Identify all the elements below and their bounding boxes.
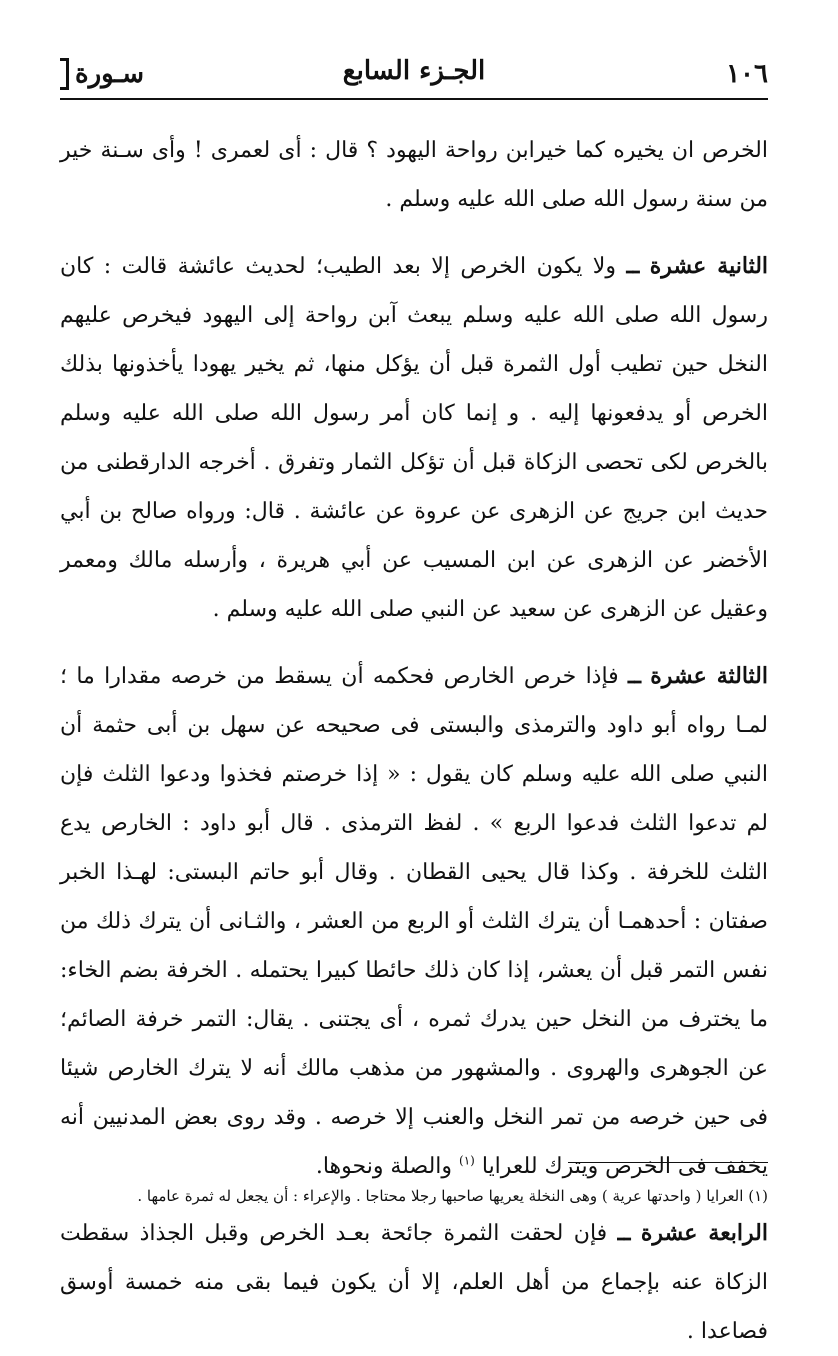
paragraph-3-text-after: والصلة ونحوها.	[315, 1154, 453, 1179]
section-heading-14: الرابعة عشرة	[640, 1220, 768, 1246]
paragraph-3	[60, 652, 768, 1191]
paragraph-3-text: فإذا خرص الخارص فحكمه أن يسقط من خرصه مقدارا ما ؛ لمـا رواه أبو داود والترمذى والبستى فى صحيحه عن سهل بن أبى حثمة أن النبي صلى الله عليه وسلم كان يقول : « إذا خرصتم فخذوا ودعوا الثلث فإن لم تدعوا الثلث فدعوا الربع » . لفظ الترمذى . قال أبو داود : الخارص يدع الثلث للخرفة . وكذا قال يحيى القطان . وقال أبو حاتم البستى: لهـذا الخبر صفتان : أحدهمـا أن يترك الثلث أو الربع من العشر ، والثـانى أن يترك ذلك من نفس التمر قبل أن يعشر، إذا كان ذلك حائطا كبيرا يحتمله . الخرفة بضم الخاء: ما يخترف من النخل حين يدرك ثمره ، أى يجتنى . يقال: التمر خرفة الصائم؛ عن الجوهرى والهروى . والمشهور من مذهب مالك أنه لا يترك الخارص شيئا فى حين خرصه من تمر النخل والعنب إلا خرصه . وقد روى بعض المدنيين أنه يخفف فى الخرص ويترك للعرايا	[60, 664, 768, 1179]
footnote-1	[60, 1185, 768, 1207]
paragraph-4	[60, 1209, 768, 1356]
paragraph-2	[60, 242, 768, 634]
heading-dash: ــ	[617, 1220, 631, 1246]
footnotes-section	[60, 1162, 768, 1207]
book-page	[60, 50, 769, 1344]
bracket-icon	[60, 58, 69, 90]
surah-label: سـورة	[75, 59, 145, 89]
footnote-divider	[568, 1162, 768, 1163]
paragraph-2-text: ولا يكون الخرص إلا بعد الطيب؛ لحديث عائشة قالت : كان رسول الله صلى الله عليه وسلم يبعث آبن رواحة إلى اليهود فيخرص عليهم النخل حين تطيب أول الثمرة قبل أن يؤكل منها، ثم يخير يهودا يأخذونها بذلك الخرص أو يدفعونها إليه . و إنما كان أمر رسول الله صلى الله عليه وسلم بالخرص لكى تحصى الزكاة قبل أن تؤكل الثمار وتفرق . أخرجه الدارقطنى من حديث ابن جريج عن الزهرى عن عروة عن عائشة . قال: ورواه صالح بن أبي الأخضر عن الزهرى عن ابن المسيب عن أبي هريرة ، وأرسله مالك ومعمر وعقيل عن الزهرى عن سعيد عن النبي صلى الله عليه وسلم .	[60, 254, 768, 622]
section-heading-13: الثالثة عشرة	[650, 663, 768, 689]
heading-dash: ــ	[628, 663, 641, 689]
page-number: ١٠٦	[726, 59, 768, 89]
footnote-reference[interactable]: (١)	[459, 1153, 475, 1168]
heading-dash: ــ	[626, 253, 640, 279]
page-header	[60, 50, 768, 100]
surah-label-group	[60, 58, 144, 90]
part-title: الجـزء السابع	[342, 56, 486, 86]
footnote-text: العرايا ( واحدتها عرية ) وهى النخلة يعريها صاحبها رجلا محتاجا . والإعراء : أن يجعل له ثمرة عامها .	[137, 1187, 744, 1205]
section-heading-12: الثانية عشرة	[649, 253, 769, 279]
paragraph-1-text: الخرص ان يخيره كما خيرابن رواحة اليهود ؟ قال : أى لعمرى ! وأى سـنة خير من سنة رسول الله صلى الله عليه وسلم .	[60, 138, 768, 212]
footnote-marker: (١)	[748, 1187, 768, 1205]
paragraph-4-text: فإن لحقت الثمرة جائحة بعـد الخرص وقبل الجذاذ سقطت الزكاة عنه بإجماع من أهل العلم، إلا أن يكون فيما بقى منه خمسة أوسق فصاعدا .	[60, 1221, 768, 1344]
paragraph-1	[60, 126, 768, 224]
